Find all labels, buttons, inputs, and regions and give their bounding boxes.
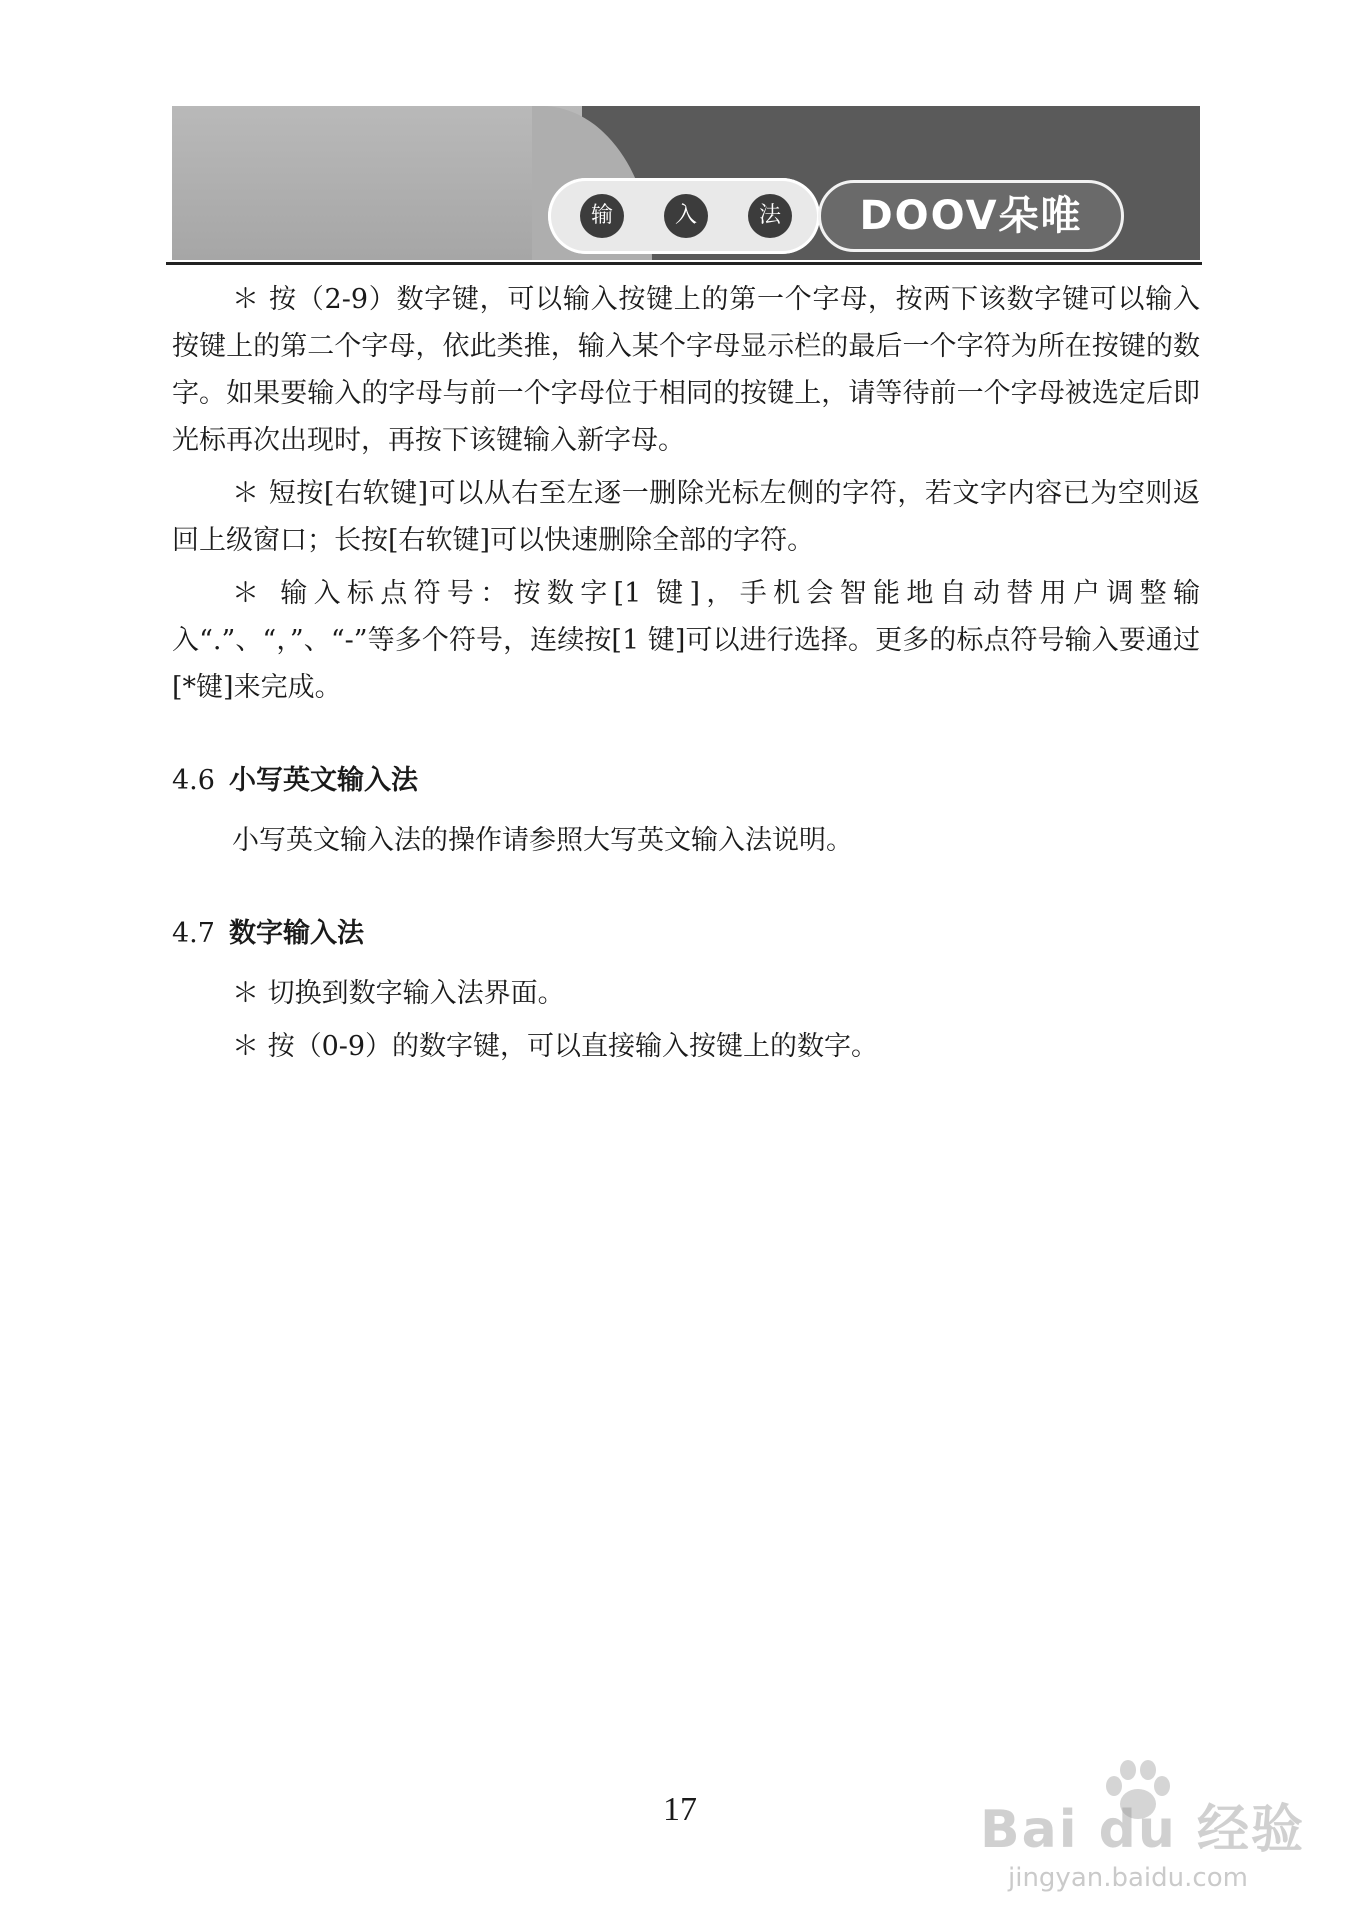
page-content	[172, 276, 1200, 1070]
paragraph-lowercase: 小写英文输入法的操作请参照大写英文输入法说明。	[232, 825, 853, 856]
page-number: 17	[663, 1791, 697, 1828]
section-heading-4-7	[172, 904, 1200, 964]
paragraph-punctuation: ＊ 输入标点符号：按数字[1 键]，手机会智能地自动替用户调整输入“.”、“，”、“-”等多个符号，连续按[1 键]可以进行选择。更多的标点符号输入要通过[*键]来完成。	[172, 578, 1200, 703]
list-item: ＊ 按（0-9）的数字键，可以直接输入按键上的数字。	[232, 1031, 879, 1062]
paragraph-delete: ＊ 短按[右软键]可以从右至左逐一删除光标左侧的字符，若文字内容已为空则返回上级窗口；长按[右软键]可以快速删除全部的字符。	[172, 478, 1200, 556]
chapter-nav-item-2: 入	[664, 194, 708, 238]
section-title: 小写英文输入法	[228, 765, 418, 796]
section-title: 数字输入法	[228, 918, 364, 949]
watermark-url: jingyan.baidu.com	[1008, 1863, 1248, 1893]
paragraph-letter-keys: ＊ 按（2-9）数字键，可以输入按键上的第一个字母，按两下该数字键可以输入按键上的第二个字母，依此类推，输入某个字母显示栏的最后一个字符为所在按键的数字。如果要输入的字母与前一个字母位于相同的按键上，请等待前一个字母被选定后即光标再次出现时，再按下该键输入新字母。	[172, 284, 1200, 456]
header-divider	[166, 262, 1202, 265]
section-heading-4-6	[172, 751, 1200, 811]
banner-light-panel	[172, 106, 582, 260]
watermark-brand: Bai du 经验	[980, 1800, 1305, 1860]
list-item: ＊ 切换到数字输入法界面。	[232, 978, 565, 1009]
section-number: 4.6	[172, 765, 215, 796]
chapter-nav-item-1: 输	[580, 194, 624, 238]
brand-logo: DOOV朵唯	[859, 193, 1083, 239]
chapter-nav-item-3: 法	[748, 194, 792, 238]
section-number: 4.7	[172, 918, 215, 949]
